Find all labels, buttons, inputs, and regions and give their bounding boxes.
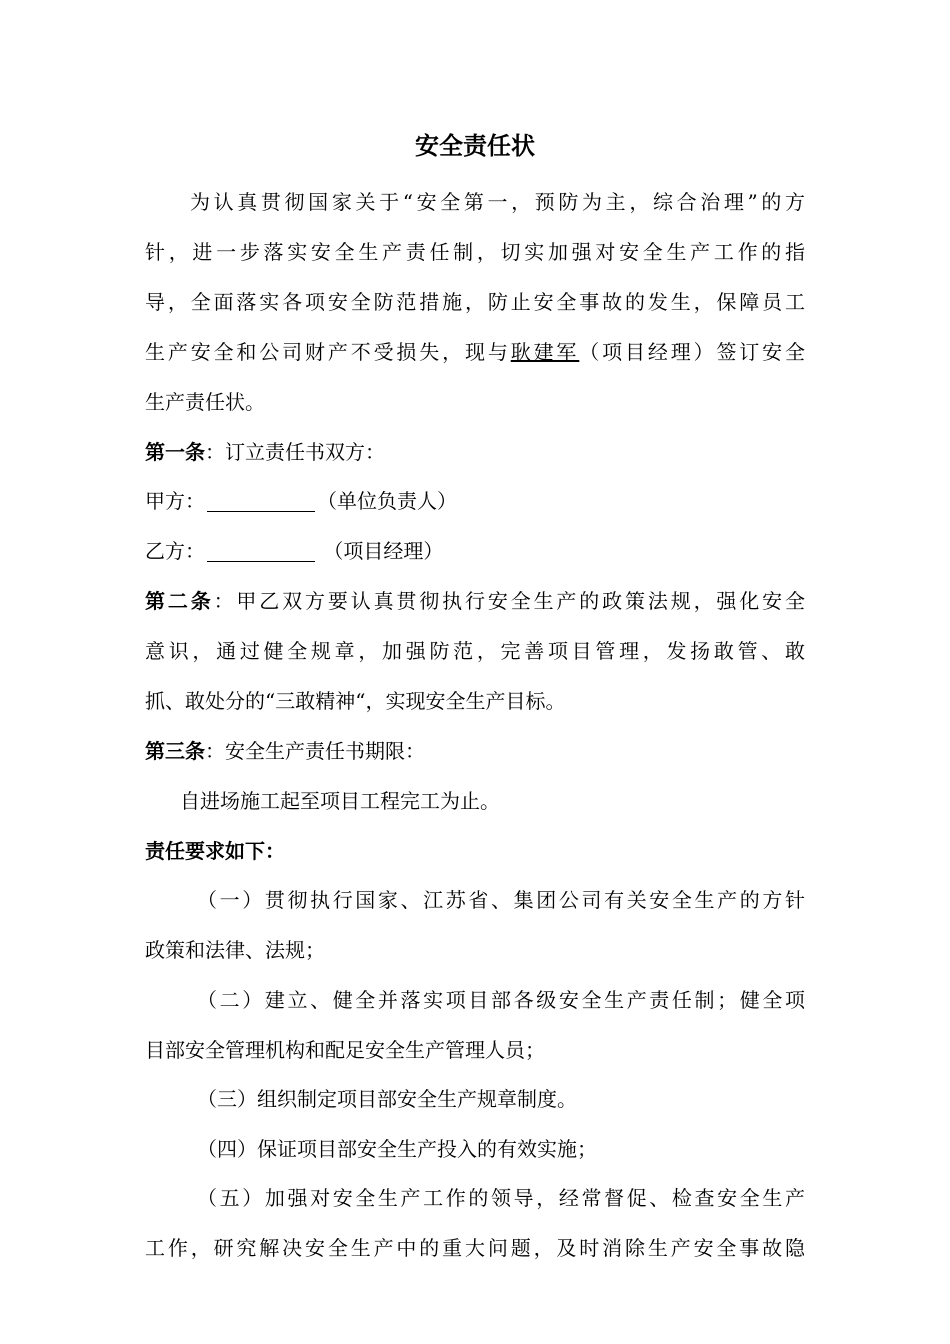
article-2-label: 第二条 [145,589,214,613]
intro-line-4 [145,337,805,367]
item-1-line-1: （一）贯彻执行国家、江苏省、集团公司有关安全生产的方针 [197,888,805,912]
item-4: （四）保证项目部安全生产投入的有效实施； [197,1137,597,1161]
article-3-label: 第三条 [145,739,205,763]
intro-line-4-pre: 生产安全和公司财产不受损失，现与 [145,340,511,364]
article-1-text: ：订立责任书双方： [205,440,385,464]
intro-line-5: 生产责任状。 [145,390,265,414]
article-3-text: ：安全生产责任书期限： [205,739,425,763]
item-3: （三）组织制定项目部安全生产规章制度。 [197,1087,577,1111]
intro-line-3: 导，全面落实各项安全防范措施，防止安全事故的发生，保障员工 [145,290,805,314]
article-2-line-1 [145,586,805,616]
party-b-role: （项目经理） [323,539,444,563]
article-2-line-3: 抓、敢处分的“三敢精神“，实现安全生产目标。 [145,689,566,713]
intro-line-4-post: （项目经理）签订安全 [579,340,806,364]
item-2-line-2: 目部安全管理机构和配足安全生产管理人员； [145,1038,545,1062]
party-a-blank [207,491,315,512]
item-2-line-1: （二）建立、健全并落实项目部各级安全生产责任制；健全项 [197,988,805,1012]
article-3 [145,736,425,766]
article-2-line-2: 意识，通过健全规章，加强防范，完善项目管理，发扬敢管、敢 [145,639,805,663]
period-text: 自进场施工起至项目工程完工为止。 [180,789,500,813]
party-a [145,486,457,516]
party-b-label: 乙方： [145,539,205,563]
item-5-line-1: （五）加强对安全生产工作的领导，经常督促、检查安全生产 [197,1186,805,1210]
article-2-text-1: ：甲乙双方要认真贯彻执行安全生产的政策法规，强化安全 [213,589,806,613]
item-5-line-2: 工作，研究解决安全生产中的重大问题，及时消除生产安全事故隐 [145,1236,805,1260]
project-manager-name: 耿建军 [510,340,580,364]
article-1 [145,437,385,467]
requirements-heading: 责任要求如下： [145,839,285,863]
party-b [145,536,443,566]
document-title: 安全责任状 [415,132,535,160]
intro-line-2: 针，进一步落实安全生产责任制，切实加强对安全生产工作的指 [145,240,805,264]
item-1-line-2: 政策和法律、法规； [145,938,325,962]
article-1-label: 第一条 [145,440,205,464]
party-b-blank [207,541,315,562]
intro-line-1: 为认真贯彻国家关于“安全第一，预防为主，综合治理”的方 [190,190,805,214]
party-a-role: （单位负责人） [317,489,457,513]
party-a-label: 甲方： [145,489,205,513]
